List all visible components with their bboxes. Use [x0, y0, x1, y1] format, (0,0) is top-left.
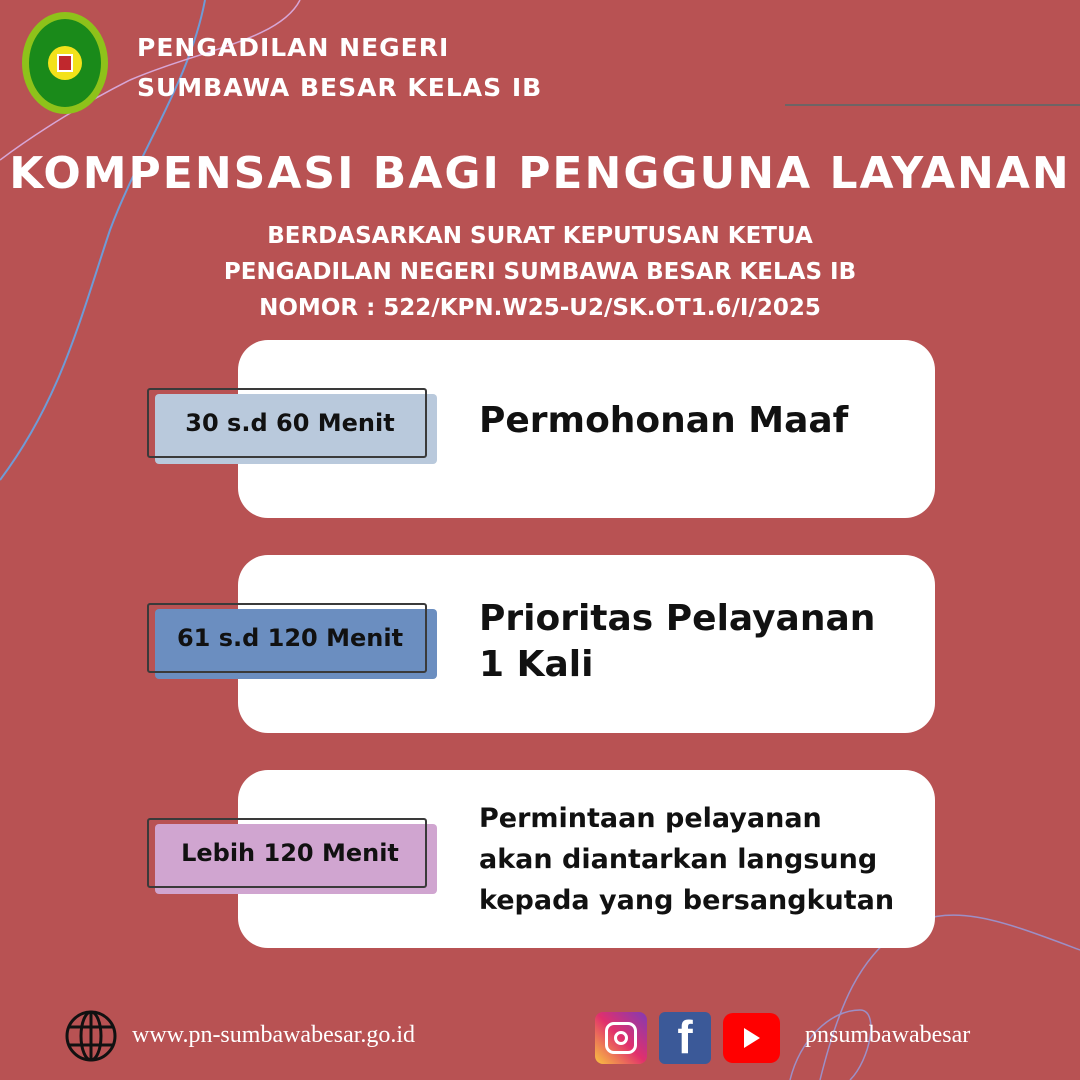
text-line: 1 Kali [479, 644, 594, 685]
duration-tag-1: 30 s.d 60 Menit [147, 388, 429, 460]
compensation-text-3 [479, 798, 894, 921]
text-line: akan diantarkan langsung [479, 844, 878, 875]
youtube-icon[interactable] [723, 1013, 780, 1063]
text-line: Permintaan pelayanan [479, 803, 822, 834]
court-logo [22, 12, 108, 114]
social-handle[interactable]: pnsumbawabesar [805, 1022, 971, 1048]
subtitle-line-1: BERDASARKAN SURAT KEPUTUSAN KETUA [267, 223, 813, 249]
duration-tag-2: 61 s.d 120 Menit [147, 603, 429, 675]
instagram-icon[interactable] [595, 1012, 647, 1064]
globe-icon [65, 1010, 117, 1062]
divider [785, 104, 1080, 106]
compensation-text-1 [479, 400, 848, 441]
text-line: kepada yang bersangkutan [479, 885, 895, 916]
text-line: Permohonan Maaf [479, 400, 849, 441]
website-link[interactable]: www.pn-sumbawabesar.go.id [132, 1022, 416, 1048]
page-title: KOMPENSASI BAGI PENGGUNA LAYANAN [9, 148, 1071, 199]
org-line-2: SUMBAWA BESAR KELAS IB [137, 73, 543, 102]
text-line: Prioritas Pelayanan [479, 598, 876, 639]
duration-tag-3: Lebih 120 Menit [147, 818, 429, 890]
compensation-text-2 [479, 596, 875, 688]
org-line-1: PENGADILAN NEGERI [137, 33, 450, 62]
subtitle-line-3: NOMOR : 522/KPN.W25-U2/SK.OT1.6/I/2025 [259, 295, 821, 321]
facebook-icon[interactable]: f [659, 1012, 711, 1064]
organization-name [137, 28, 542, 108]
subtitle-line-2: PENGADILAN NEGERI SUMBAWA BESAR KELAS IB [223, 259, 857, 285]
subtitle [0, 218, 1080, 326]
